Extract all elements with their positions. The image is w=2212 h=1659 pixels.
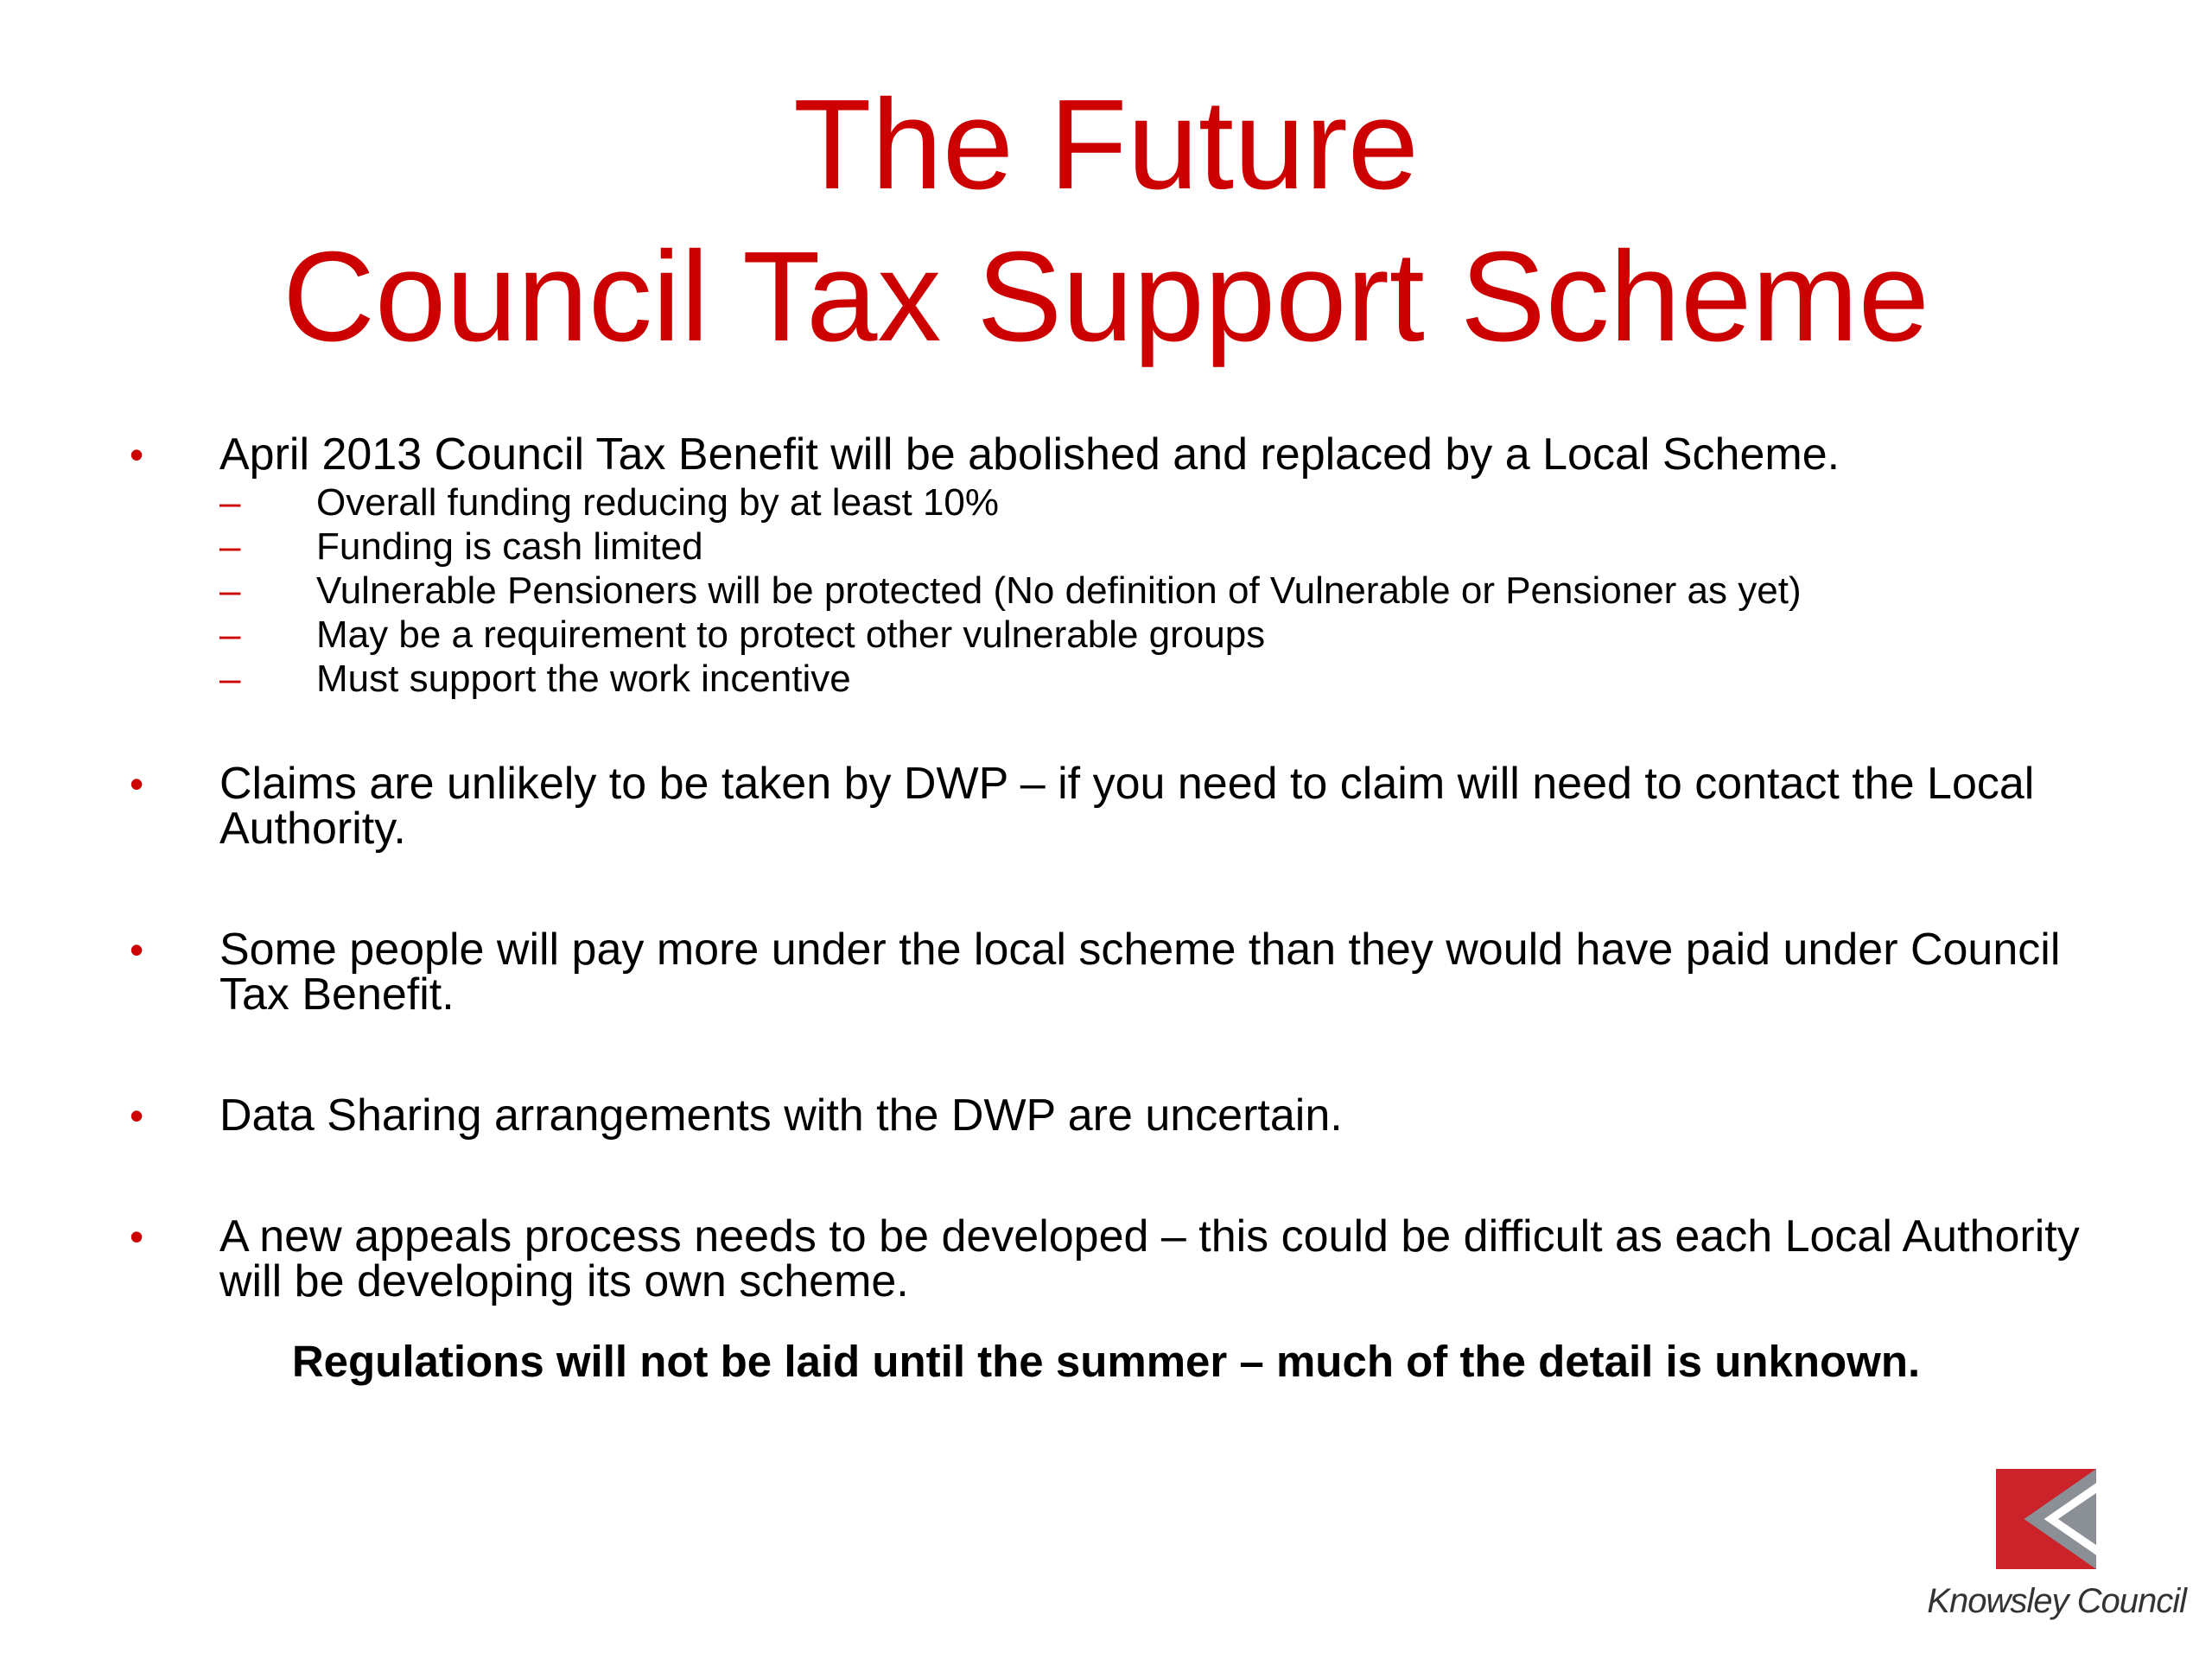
sub-bullet-item-3 <box>219 569 2117 613</box>
bullet-item-4 <box>130 1090 2117 1141</box>
bullet-item-5 <box>130 1211 2117 1306</box>
bullet-marker: • <box>130 1093 144 1138</box>
bullet-text: Claims are unlikely to be taken by DWP – if you need to claim will need to contact the Local Authority. <box>219 759 2035 854</box>
slide-title <box>0 69 2212 373</box>
sub-bullet-item-5 <box>219 657 2117 701</box>
bullet-text: Some people will pay more under the local scheme than they would have paid under Council Tax Benefit. <box>219 925 2061 1020</box>
sub-bullet-text: Overall funding reducing by at least 10% <box>316 481 1000 524</box>
bullet-text: A new appeals process needs to be developed – this could be difficult as each Local Authority will be developing its own scheme. <box>219 1211 2080 1306</box>
sub-bullet-marker: – <box>219 481 241 524</box>
sub-bullet-item-1 <box>219 480 2117 524</box>
bullet-item-1 <box>130 429 2117 701</box>
bullet-item-2 <box>130 759 2117 854</box>
title-line-1: The Future <box>793 73 1419 216</box>
knowsley-k-icon <box>1996 1469 2096 1569</box>
sub-bullet-text: Must support the work incentive <box>316 658 851 700</box>
bullet-item-3 <box>130 925 2117 1020</box>
sub-bullet-marker: – <box>219 525 241 568</box>
sub-bullet-text: Funding is cash limited <box>316 525 703 568</box>
bullet-list <box>130 429 2117 1380</box>
sub-bullet-item-2 <box>219 524 2117 569</box>
bullet-marker: • <box>130 1214 144 1259</box>
bullet-marker: • <box>130 927 144 972</box>
sub-bullet-marker: – <box>219 658 241 700</box>
sub-bullet-text: Vulnerable Pensioners will be protected (No definition of Vulnerable or Pensioner as yet) <box>316 569 1802 612</box>
bullet-marker: • <box>130 761 144 806</box>
closing-note: Regulations will not be laid until the summer – much of the detail is unknown. <box>291 1337 1921 1386</box>
sub-bullet-item-4 <box>219 613 2117 657</box>
sub-bullet-marker: – <box>219 613 241 656</box>
knowsley-council-logo <box>1892 1469 2186 1624</box>
bullet-text: April 2013 Council Tax Benefit will be abolished and replaced by a Local Scheme. <box>219 429 1840 480</box>
sub-bullet-list <box>219 480 2117 701</box>
sub-bullet-text: May be a requirement to protect other vulnerable groups <box>316 613 1266 656</box>
logo-wordmark: Knowsley Council <box>1927 1582 2186 1620</box>
sub-bullet-marker: – <box>219 569 241 612</box>
bullet-text: Data Sharing arrangements with the DWP are uncertain. <box>219 1090 1343 1141</box>
title-line-2: Council Tax Support Scheme <box>283 226 1929 368</box>
bullet-marker: • <box>130 432 144 477</box>
